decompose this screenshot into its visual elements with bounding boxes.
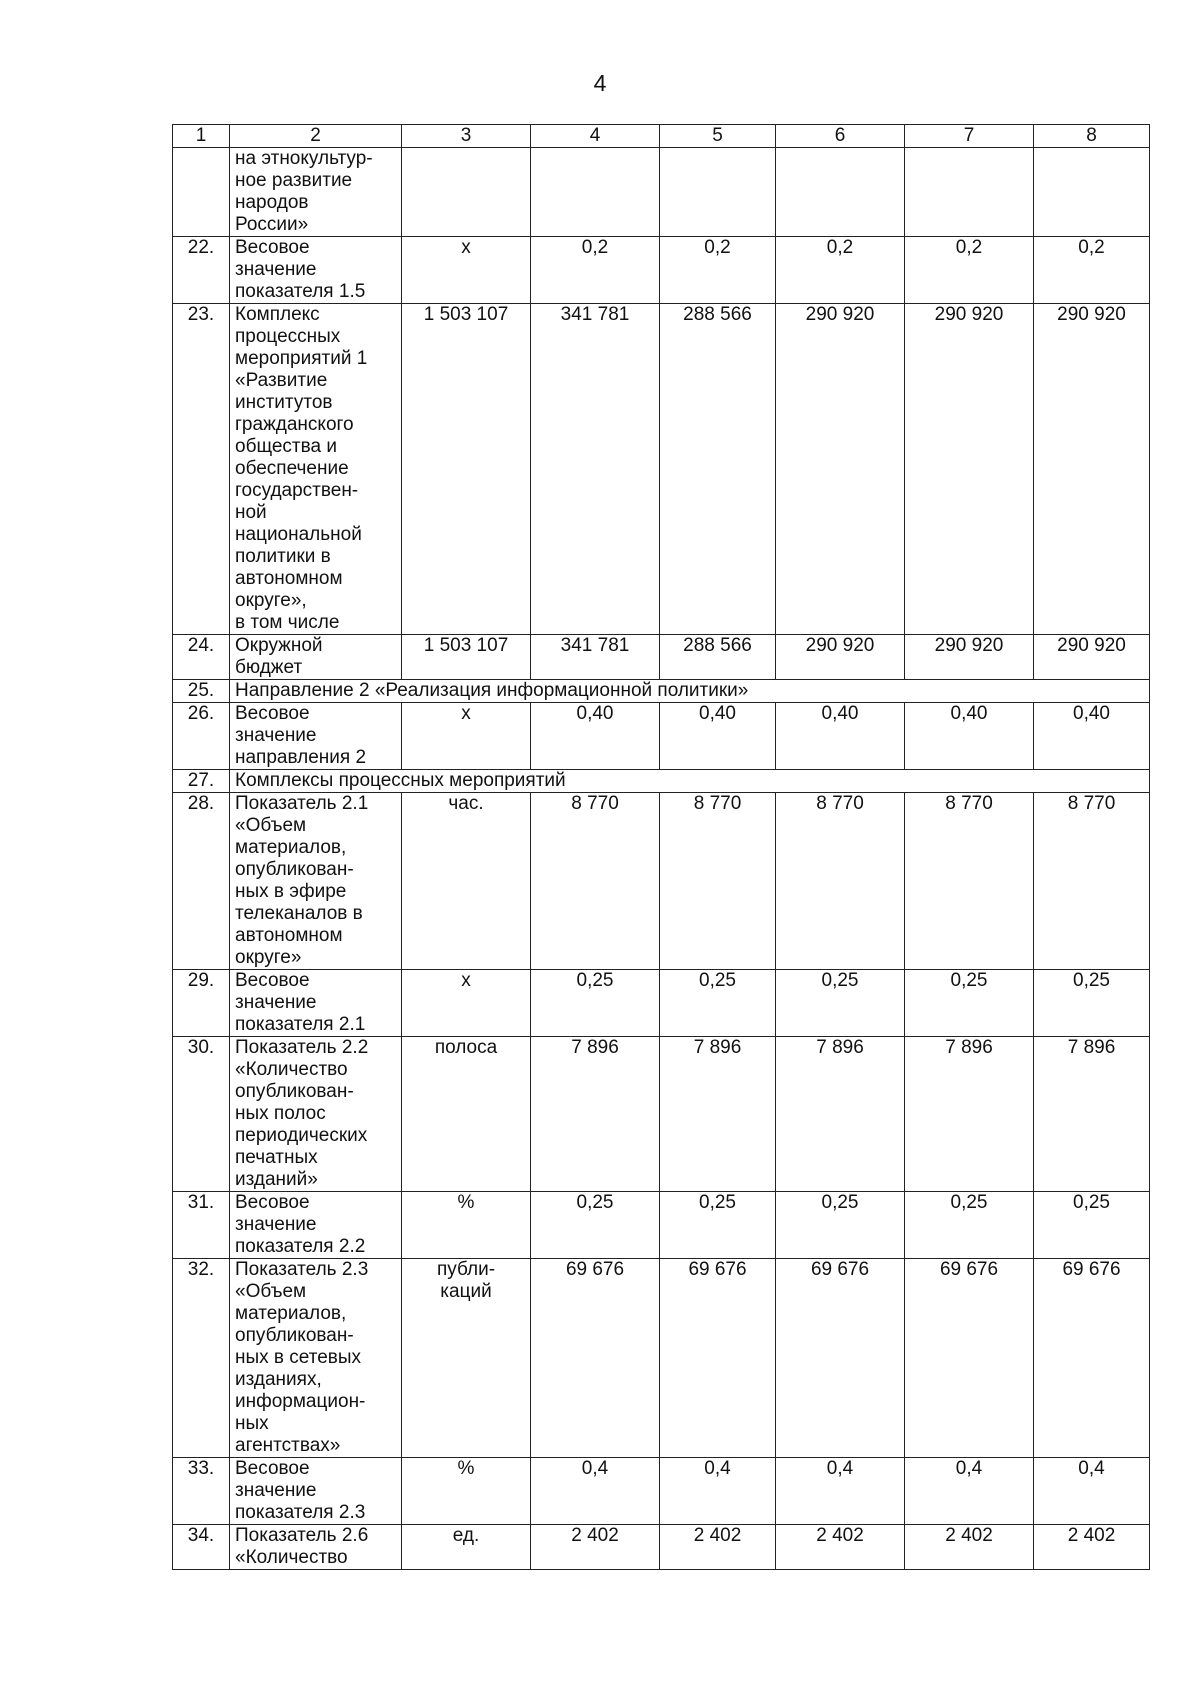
value-cell-text: 2 402	[571, 1525, 619, 1546]
indicator-name-cell	[230, 970, 402, 1037]
value-cell	[660, 1192, 776, 1259]
value-cell-text: 341 781	[560, 304, 630, 325]
value-cell	[660, 237, 776, 304]
row-number-cell	[173, 770, 230, 793]
indicator-name-cell-text: Весовое значение показателя 2.2	[235, 1192, 366, 1257]
value-cell	[1034, 1037, 1150, 1192]
value-cell-text: 290 920	[805, 635, 875, 656]
value-cell	[1034, 635, 1150, 680]
indicator-name-cell-text: Весовое значение показателя 2.3	[235, 1458, 366, 1523]
row-number-cell-text: 32.	[187, 1259, 215, 1280]
unit-cell	[402, 793, 531, 970]
indicator-name-cell	[230, 703, 402, 770]
value-cell	[905, 304, 1034, 635]
value-cell	[531, 793, 660, 970]
value-cell-text: 0,25	[950, 1192, 988, 1213]
value-cell-text: 0,4	[955, 1458, 983, 1479]
value-cell	[531, 970, 660, 1037]
value-cell-text: 0,40	[699, 703, 736, 724]
indicator-name-cell-text: Весовое значение показателя 1.5	[235, 237, 366, 302]
value-cell	[776, 1259, 905, 1458]
indicator-name-cell	[230, 635, 402, 680]
value-cell	[531, 1037, 660, 1192]
value-cell-text: 69 676	[565, 1259, 625, 1280]
row-number-cell	[173, 1259, 230, 1458]
value-cell	[776, 148, 905, 237]
unit-cell-text: час.	[448, 793, 484, 814]
value-cell-text: 0,4	[704, 1458, 731, 1479]
row-number-cell	[173, 304, 230, 635]
row-number-cell	[173, 1525, 230, 1570]
indicator-name-cell	[230, 1525, 402, 1570]
value-cell	[1034, 148, 1150, 237]
value-cell-text: 0,25	[699, 970, 736, 991]
value-cell-text: 290 920	[1057, 304, 1126, 325]
value-cell-text: 2 402	[693, 1525, 742, 1546]
row-number-cell-text: 34.	[187, 1525, 215, 1546]
row-number-cell-text: 25.	[187, 680, 215, 701]
value-cell	[905, 1259, 1034, 1458]
unit-cell	[402, 148, 531, 237]
row-number-cell	[173, 1458, 230, 1525]
value-cell	[531, 703, 660, 770]
unit-cell-text: 1 503 107	[423, 304, 509, 325]
value-cell	[531, 635, 660, 680]
value-cell	[660, 1259, 776, 1458]
value-cell	[660, 148, 776, 237]
value-cell	[1034, 1259, 1150, 1458]
row-number-cell-text: 24.	[187, 635, 215, 656]
value-cell-text: 8 770	[1067, 793, 1116, 814]
table-row	[173, 635, 1150, 680]
row-number-cell	[173, 793, 230, 970]
value-cell-text: 7 896	[1067, 1037, 1116, 1058]
table-row	[173, 1525, 1150, 1570]
unit-cell-text: полоса	[434, 1037, 498, 1058]
indicator-name-cell-text: Показатель 2.1 «Объем материалов, опубликован- ных в эфире телеканалов в автономном округе»	[235, 793, 369, 968]
table-body	[173, 148, 1150, 1570]
value-cell-text: 0,25	[821, 970, 859, 991]
indicator-name-cell	[230, 148, 402, 237]
value-cell-text: 2 402	[816, 1525, 864, 1546]
row-number-cell	[173, 703, 230, 770]
indicator-name-cell-text: Комплекс процессных мероприятий 1 «Развитие институтов гражданского общества и обеспечение государствен- ной национальной политики в автономном округе», в том числе	[235, 304, 368, 633]
page-number: 4	[593, 70, 607, 96]
row-number-cell	[173, 1037, 230, 1192]
value-cell	[905, 148, 1034, 237]
value-cell-text: 0,25	[1073, 1192, 1110, 1213]
value-cell-text: 8 770	[816, 793, 864, 814]
column-header: 6	[776, 125, 905, 148]
row-number-cell	[173, 237, 230, 304]
row-number-cell	[173, 635, 230, 680]
value-cell-text: 290 920	[1057, 635, 1126, 656]
unit-cell-text: ед.	[452, 1525, 480, 1546]
row-number-cell	[173, 1192, 230, 1259]
value-cell	[531, 1259, 660, 1458]
section-heading-cell-text: Комплексы процессных мероприятий	[235, 770, 566, 791]
value-cell-text: 0,25	[576, 1192, 614, 1213]
value-cell-text: 7 896	[816, 1037, 864, 1058]
value-cell	[660, 1525, 776, 1570]
value-cell	[660, 793, 776, 970]
value-cell-text: 290 920	[934, 635, 1004, 656]
value-cell-text: 8 770	[571, 793, 619, 814]
value-cell	[660, 304, 776, 635]
table-row	[173, 1037, 1150, 1192]
table-row	[173, 703, 1150, 770]
value-cell-text: 0,2	[955, 237, 983, 258]
value-cell	[531, 1525, 660, 1570]
value-cell	[776, 635, 905, 680]
row-number-cell-text: 22.	[187, 237, 215, 258]
value-cell	[776, 1525, 905, 1570]
value-cell-text: 0,2	[704, 237, 731, 258]
table-row	[173, 148, 1150, 237]
value-cell-text: 2 402	[1067, 1525, 1116, 1546]
column-header: 1	[173, 125, 230, 148]
column-header: 8	[1034, 125, 1150, 148]
column-header: 2	[230, 125, 402, 148]
value-cell	[1034, 237, 1150, 304]
value-cell	[1034, 703, 1150, 770]
value-cell	[776, 1037, 905, 1192]
table-row	[173, 237, 1150, 304]
value-cell-text: 69 676	[688, 1259, 747, 1280]
row-number-cell-text: 30.	[187, 1037, 215, 1058]
value-cell-text: 0,25	[950, 970, 988, 991]
unit-cell	[402, 237, 531, 304]
value-cell	[660, 1037, 776, 1192]
unit-cell-text: х	[461, 970, 471, 991]
value-cell-text: 0,4	[1078, 1458, 1105, 1479]
table-row	[173, 304, 1150, 635]
unit-cell	[402, 703, 531, 770]
table-row	[173, 680, 1150, 703]
unit-cell-text: 1 503 107	[423, 635, 509, 656]
value-cell-text: 7 896	[945, 1037, 993, 1058]
indicator-name-cell	[230, 793, 402, 970]
unit-cell	[402, 1192, 531, 1259]
row-number-cell	[173, 970, 230, 1037]
value-cell-text: 0,4	[826, 1458, 854, 1479]
unit-cell	[402, 1458, 531, 1525]
value-cell-text: 8 770	[945, 793, 993, 814]
indicator-name-cell-text: Показатель 2.3 «Объем материалов, опубликован- ных в сетевых изданиях, информацион- ных агентствах»	[235, 1259, 369, 1456]
indicators-table	[172, 124, 1150, 1570]
value-cell	[660, 970, 776, 1037]
value-cell	[776, 703, 905, 770]
value-cell-text: 0,25	[576, 970, 614, 991]
indicator-name-cell	[230, 1259, 402, 1458]
value-cell-text: 0,4	[581, 1458, 609, 1479]
value-cell-text: 341 781	[560, 635, 630, 656]
section-heading-cell	[230, 680, 1150, 703]
unit-cell	[402, 1037, 531, 1192]
value-cell	[776, 793, 905, 970]
indicator-name-cell-text: Окружной бюджет	[235, 635, 323, 678]
indicator-name-cell-text: Показатель 2.2 «Количество опубликован- ных полос периодических печатных изданий»	[235, 1037, 369, 1190]
value-cell-text: 288 566	[683, 635, 752, 656]
indicator-name-cell	[230, 1192, 402, 1259]
column-header: 4	[531, 125, 660, 148]
table-header	[173, 125, 1150, 148]
value-cell	[531, 1192, 660, 1259]
indicator-name-cell-text: Показатель 2.6 «Количество	[235, 1525, 369, 1568]
section-heading-cell	[230, 770, 1150, 793]
value-cell	[531, 304, 660, 635]
row-number-cell	[173, 680, 230, 703]
value-cell-text: 8 770	[693, 793, 742, 814]
table-row	[173, 1192, 1150, 1259]
value-cell-text: 0,25	[699, 1192, 736, 1213]
table-row	[173, 970, 1150, 1037]
value-cell-text: 0,40	[821, 703, 859, 724]
unit-cell-text: %	[457, 1192, 475, 1213]
value-cell-text: 0,25	[1073, 970, 1110, 991]
unit-cell	[402, 304, 531, 635]
value-cell-text: 0,40	[1073, 703, 1110, 724]
value-cell	[776, 304, 905, 635]
value-cell	[531, 237, 660, 304]
unit-cell	[402, 635, 531, 680]
value-cell-text: 290 920	[934, 304, 1004, 325]
value-cell	[1034, 304, 1150, 635]
value-cell	[1034, 1458, 1150, 1525]
unit-cell	[402, 970, 531, 1037]
row-number-cell-text: 26.	[187, 703, 215, 724]
indicator-name-cell	[230, 304, 402, 635]
table-row	[173, 793, 1150, 970]
row-number-cell-text: 28.	[187, 793, 215, 814]
column-header: 5	[660, 125, 776, 148]
value-cell-text: 69 676	[939, 1259, 999, 1280]
unit-cell	[402, 1525, 531, 1570]
indicator-name-cell	[230, 1037, 402, 1192]
value-cell	[905, 1525, 1034, 1570]
unit-cell	[402, 1259, 531, 1458]
value-cell	[660, 635, 776, 680]
unit-cell-text: %	[457, 1458, 475, 1479]
value-cell	[531, 1458, 660, 1525]
indicator-name-cell-text: Весовое значение показателя 2.1	[235, 970, 366, 1035]
row-number-cell-text: 31.	[187, 1192, 215, 1213]
column-header: 3	[402, 125, 531, 148]
value-cell-text: 0,2	[1078, 237, 1105, 258]
value-cell	[776, 237, 905, 304]
indicator-name-cell	[230, 1458, 402, 1525]
table-row	[173, 1259, 1150, 1458]
table-row	[173, 770, 1150, 793]
value-cell	[1034, 1192, 1150, 1259]
value-cell	[660, 1458, 776, 1525]
value-cell	[905, 970, 1034, 1037]
table-row	[173, 1458, 1150, 1525]
value-cell	[905, 237, 1034, 304]
value-cell-text: 0,40	[950, 703, 988, 724]
value-cell-text: 0,2	[581, 237, 609, 258]
value-cell	[905, 793, 1034, 970]
value-cell-text: 0,2	[826, 237, 854, 258]
value-cell	[531, 148, 660, 237]
column-header: 7	[905, 125, 1034, 148]
indicator-name-cell-text: Весовое значение направления 2	[235, 703, 367, 768]
value-cell	[660, 703, 776, 770]
row-number-cell-text: 29.	[187, 970, 215, 991]
value-cell	[905, 1192, 1034, 1259]
value-cell	[776, 1458, 905, 1525]
value-cell	[905, 1037, 1034, 1192]
value-cell-text: 0,40	[576, 703, 614, 724]
value-cell-text: 7 896	[571, 1037, 619, 1058]
indicator-name-cell	[230, 237, 402, 304]
value-cell-text: 7 896	[693, 1037, 742, 1058]
value-cell-text: 69 676	[1062, 1259, 1121, 1280]
value-cell-text: 2 402	[945, 1525, 993, 1546]
unit-cell-text: публи- каций	[436, 1259, 496, 1302]
value-cell	[905, 1458, 1034, 1525]
section-heading-cell-text: Направление 2 «Реализация информационной политики»	[235, 680, 749, 701]
value-cell-text: 0,25	[821, 1192, 859, 1213]
row-number-cell	[173, 148, 230, 237]
row-number-cell-text: 33.	[187, 1458, 215, 1479]
header-row	[173, 125, 1150, 148]
value-cell	[905, 635, 1034, 680]
value-cell	[1034, 1525, 1150, 1570]
row-number-cell-text: 27.	[187, 770, 215, 791]
row-number-cell-text: 23.	[187, 304, 215, 325]
value-cell-text: 290 920	[805, 304, 875, 325]
value-cell	[776, 970, 905, 1037]
value-cell	[905, 703, 1034, 770]
value-cell	[776, 1192, 905, 1259]
unit-cell-text: х	[461, 703, 471, 724]
indicator-name-cell-text: на этнокультур- ное развитие народов России»	[235, 148, 373, 235]
value-cell	[1034, 793, 1150, 970]
unit-cell-text: х	[461, 237, 471, 258]
value-cell-text: 288 566	[683, 304, 752, 325]
value-cell-text: 69 676	[810, 1259, 870, 1280]
value-cell	[1034, 970, 1150, 1037]
